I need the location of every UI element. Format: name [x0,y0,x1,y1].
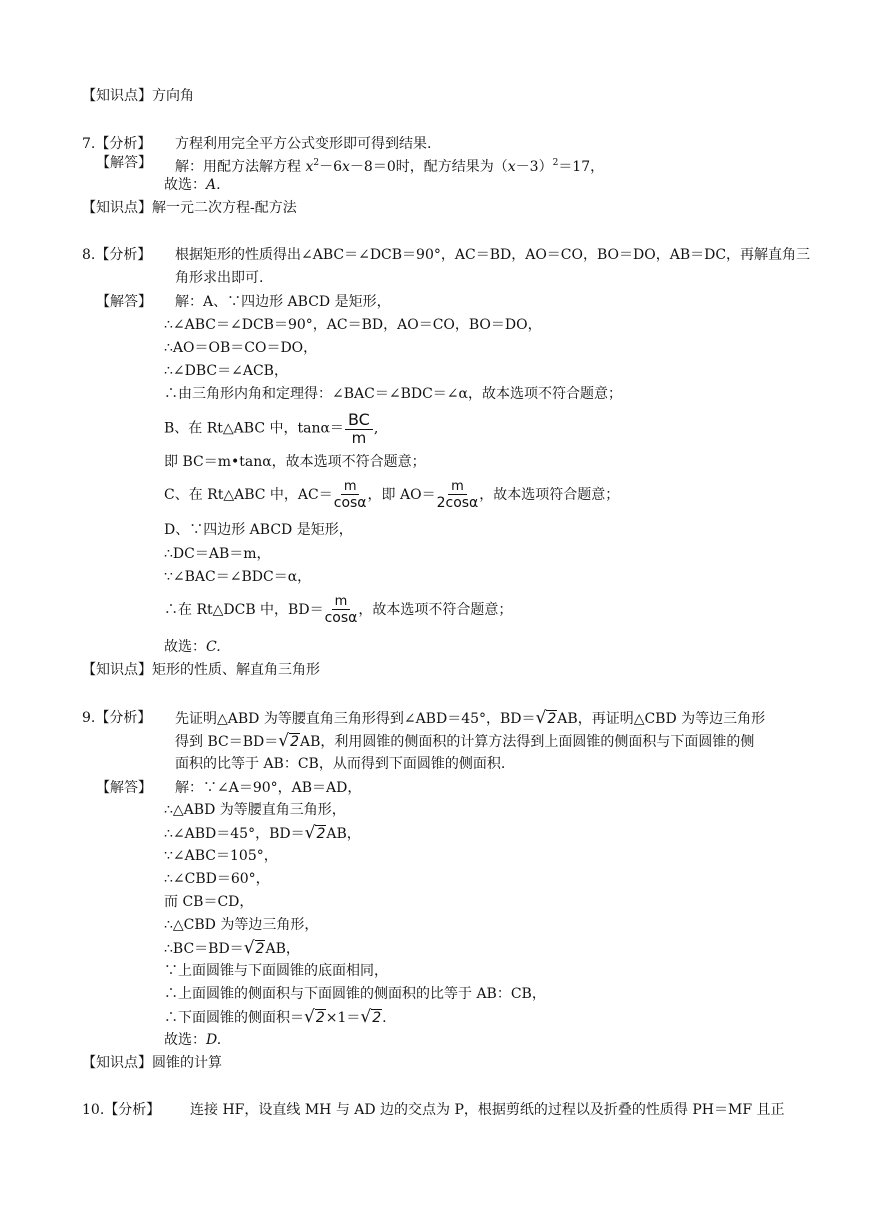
q9-solution-line5: ∴∠CBD＝60°， [164,871,270,887]
q8-solution-line5: ∴由三角形内角和定理得：∠BAC＝∠BDC＝∠α，故本选项不符合题意； [164,386,622,402]
sqrt-2: √2 [304,823,326,843]
q10-analysis-line1: 连接 HF，设直线 MH 与 AD 边的交点为 P，根据剪纸的过程以及折叠的性质得 PH＝MF 且正 [190,1102,785,1118]
q9-solution-line8: ∴BC＝BD＝√2AB， [164,938,300,958]
q7-analysis-label: 7.【分析】 [82,136,152,152]
q8-option-b-line2: 即 BC＝m•tanα，故本选项不符合题意； [164,454,426,470]
q10-analysis-label: 10.【分析】 [82,1102,161,1118]
q9-solution-line7: ∴△CBD 为等边三角形， [164,917,319,933]
q8-option-c: C、在 Rt△ABC 中，AC＝ $\frac{m}{\cos\alpha}$ ，即 AO＝ $\frac{m}{2\cos\alpha}$ ，故本选项符合题意； [164,478,620,511]
q8-knowledge-point: 【知识点】矩形的性质、解直角三角形 [82,662,320,678]
q9-analysis-line3: 面积的比等于 AB：CB，从而得到下面圆锥的侧面积. [175,756,506,772]
q8-solution-line3: ∴AO＝OB＝CO＝DO， [164,340,318,356]
fraction-m-over-cos-2: $\frac{m}{\cos\alpha}$ [324,593,358,626]
q9-analysis-line2: 得到 BC＝BD＝√2AB，利用圆锥的侧面积的计算方法得到上面圆锥的侧面积与下面圆锥的侧 [175,731,755,751]
q9-knowledge-point: 【知识点】圆锥的计算 [82,1055,222,1071]
q8-solution-line2: ∴∠ABC＝∠DCB＝90°，AC＝BD，AO＝CO，BO＝DO， [164,317,542,333]
q8-option-b: B、在 Rt△ABC 中，tanα＝ $\frac{BC}{m}$ , [164,410,379,447]
knowledge-point-6: 【知识点】方向角 [82,88,194,104]
q9-solution-line9: ∵上面圆锥与下面圆锥的底面相同， [164,963,388,979]
q8-option-d-line4: ∴在 Rt△DCB 中，BD＝ $\frac{m}{\cos\alpha}$ ，故本选项不符合题意； [164,593,513,626]
q9-solution-line4: ∵∠ABC＝105°， [164,848,278,864]
q7-knowledge-point: 【知识点】解一元二次方程-配方法 [82,200,297,216]
q9-solution-line1: 解：∵∠A＝90°，AB＝AD， [175,780,362,796]
q7-solution-line1: 解：用配方法解方程 $x^2-6x-8=0$时，配方结果为$(x-3)^2=17$， [175,158,605,175]
q8-option-d-line2: ∴DC＝AB＝m， [164,546,271,562]
q9-solution-label: 【解答】 [96,780,152,796]
q9-solution-line11: ∴下面圆锥的侧面积＝√2×1＝√2. [164,1007,387,1027]
q9-solution-line10: ∴上面圆锥的侧面积与下面圆锥的侧面积的比等于 AB：CB， [164,986,546,1002]
q9-solution-line2: ∴△ABD 为等腰直角三角形， [164,802,346,818]
q9-analysis-label: 9.【分析】 [82,710,152,726]
sqrt-2: √2 [535,708,557,728]
fraction-bc-over-m: $\frac{BC}{m}$ [345,410,373,447]
q7-answer: 故选：A. [164,177,221,193]
fraction-m-over-2cos: $\frac{m}{2\cos\alpha}$ [436,478,479,511]
q8-analysis-line2: 角形求出即可. [175,270,264,286]
q9-analysis-line1: 先证明△ABD 为等腰直角三角形得到∠ABD＝45°，BD＝√2AB，再证明△CBD 为等边三角形 [175,708,766,728]
q7-analysis-text: 方程利用完全平方公式变形即可得到结果. [175,136,432,152]
sqrt-2: √2 [243,938,265,958]
q8-analysis-line1: 根据矩形的性质得出∠ABC＝∠DCB＝90°，AC＝BD，AO＝CO，BO＝DO，AB＝DC，再解直角三 [175,247,811,263]
q9-solution-line3: ∴∠ABD＝45°，BD＝√2AB， [164,823,361,843]
sqrt-2: √2 [278,731,299,751]
q8-option-d-line3: ∵∠BAC＝∠BDC＝α， [164,569,312,585]
sqrt-2: √2 [304,1007,325,1027]
q9-answer: 故选：D. [164,1032,222,1048]
fraction-m-over-cos: $\frac{m}{\cos\alpha}$ [333,478,367,511]
q8-solution-line1: 解：A、∵四边形 ABCD 是矩形， [175,294,391,310]
q7-solution-label: 【解答】 [96,155,152,171]
sqrt-2: √2 [360,1007,382,1027]
q8-option-d-line1: D、∵四边形 ABCD 是矩形， [164,522,353,538]
q8-analysis-label: 8.【分析】 [82,247,152,263]
q8-solution-line4: ∴∠DBC＝∠ACB， [164,363,288,379]
q8-answer: 故选：C. [164,639,221,655]
q9-solution-line6: 而 CB＝CD， [164,894,254,910]
q8-solution-label: 【解答】 [96,294,152,310]
